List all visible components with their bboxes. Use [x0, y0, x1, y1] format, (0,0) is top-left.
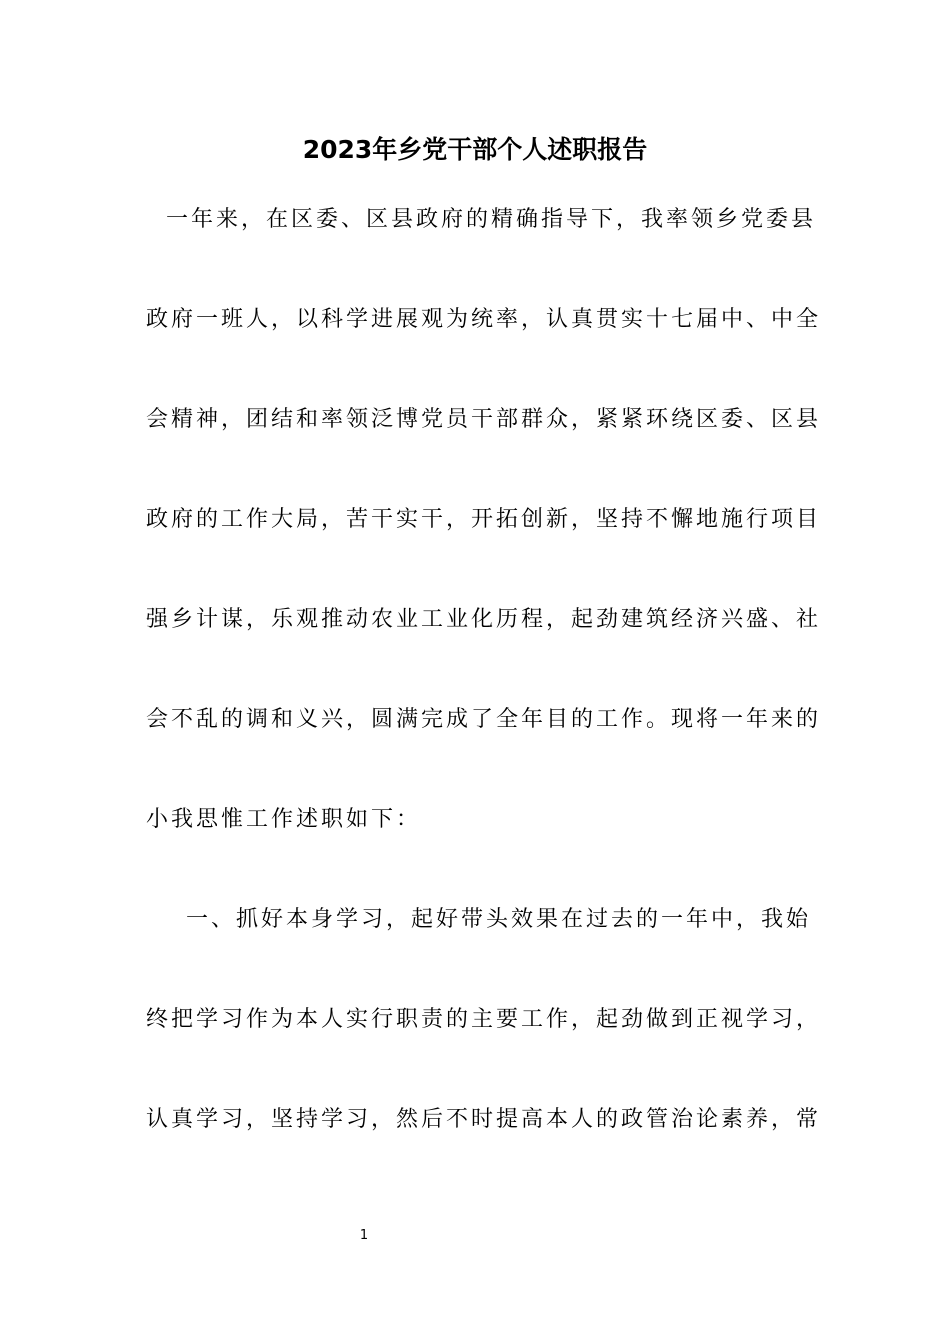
body-line-5: 强乡计谋，乐观推动农业工业化历程，起劲建筑经济兴盛、社 [146, 607, 822, 632]
body-line-9: 终把学习作为本人实行职责的主要工作，起劲做到正视学习， [146, 1007, 822, 1032]
body-line-2: 政府一班人，以科学进展观为统率，认真贯实十七届中、中全 [146, 307, 822, 332]
page-number: 1 [359, 1228, 369, 1243]
body-line-8: 一、抓好本身学习，起好带头效果在过去的一年中，我始 [146, 907, 811, 932]
body-line-1: 一年来，在区委、区县政府的精确指导下，我率领乡党委县 [146, 207, 816, 232]
body-line-7: 小我思惟工作述职如下： [146, 807, 422, 832]
body-line-10: 认真学习，坚持学习，然后不时提高本人的政管治论素养，常 [146, 1107, 822, 1132]
body-line-4: 政府的工作大局，苦干实干，开拓创新，坚持不懈地施行项目 [146, 507, 822, 532]
body-line-3: 会精神，团结和率领泛博党员干部群众，紧紧环绕区委、区县 [146, 407, 822, 432]
document-title: 2023年乡党干部个人述职报告 [302, 135, 648, 164]
body-line-6: 会不乱的调和义兴，圆满完成了全年目的工作。现将一年来的 [146, 707, 822, 732]
